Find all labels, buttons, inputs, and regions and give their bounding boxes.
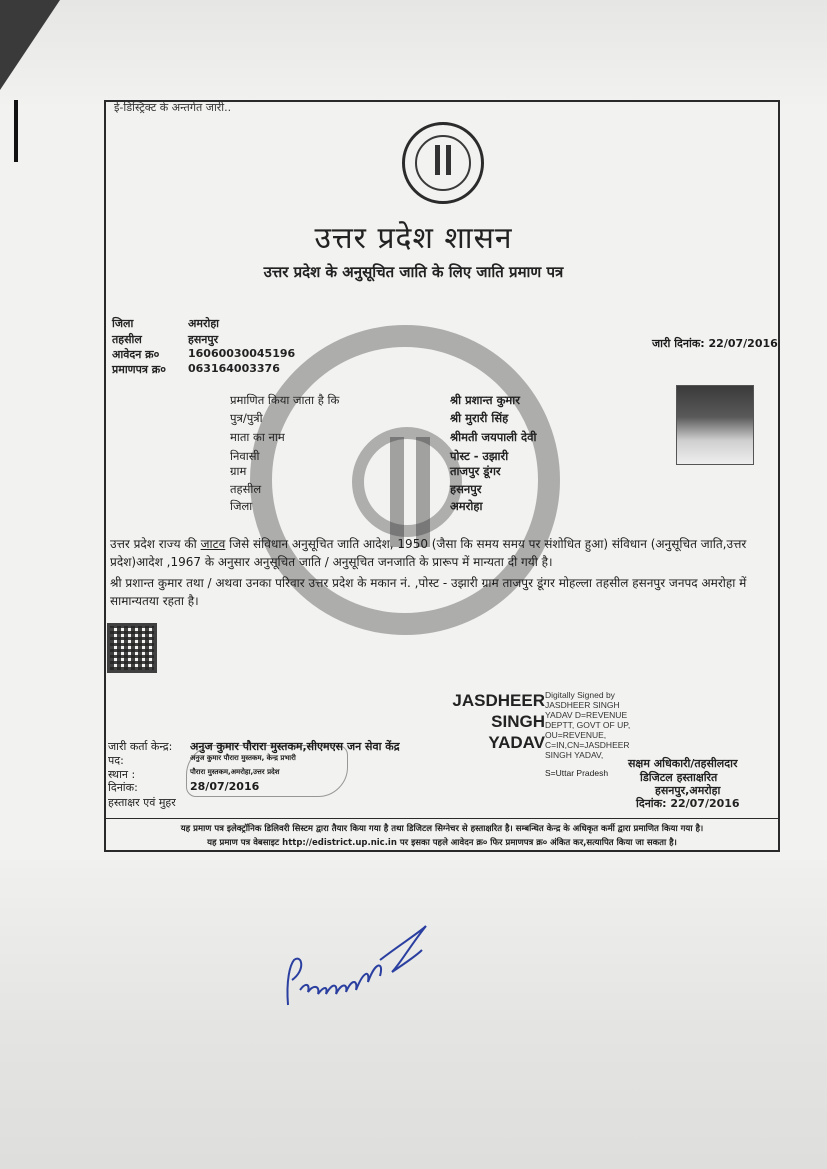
digital-signature-name: JASDHEER SINGH YADAV: [452, 691, 545, 752]
footer-note-2: यह प्रमाण पत्र वेबसाइट http://edistrict.up.nic.in पर इसका पहले आवेदन क्र० फिर प्रमाणपत्र क्र० अंकित कर,सत्यापित किया जा सकता है।: [207, 838, 677, 848]
edistrict-note: ई-डिस्ट्रिक्ट के अन्तर्गत जारी..: [114, 101, 232, 114]
residence-paragraph: श्री प्रशान्त कुमार तथा / अथवा उनका परिवार उत्तर प्रदेश के मकान नं. ,पोस्ट - उझारी ग्राम ताजपुर डूंगर मोहल्ला तहसील हसनपुर जनपद अमरोहा में सामान्यतया रहता है।: [110, 576, 747, 608]
scan-edge-mark: [14, 100, 18, 162]
footer-divider: [104, 818, 780, 819]
issue-date: जारी दिनांक: 22/07/2016: [652, 337, 778, 350]
handwritten-signature: [280, 920, 430, 1030]
issuer-center-value: अनुज कुमार पौरारा मुस्तकम,सीएमएस जन सेवा केंद्र: [190, 740, 400, 753]
certificate-label: प्रमाणपत्र क्र०: [112, 363, 166, 376]
tehsil-field-value: हसनपुर: [450, 482, 482, 496]
field-label: जिला: [230, 499, 253, 513]
certificate-number: 063164003376: [188, 362, 280, 375]
district-value: अमरोहा: [188, 317, 220, 330]
field-label: माता का नाम: [230, 430, 285, 444]
certificate-body-paragraph: उत्तर प्रदेश राज्य की जाटव जिसे संविधान अनुसूचित जाति आदेश, 1950 (जैसा कि समय समय पर संशोधित हुआ) संविधान (अनुसूचित जाति,उत्तर प्रदेश)आदेश ,1967 के अनुसार अनुसूचित जाति / अनुसूचित जनजाति के प्रारूप में मान्यता दी गयी है।: [110, 537, 747, 569]
field-label: निवासी: [230, 449, 260, 463]
district-label: जिला: [112, 317, 134, 330]
application-number: 16060030045196: [188, 347, 296, 360]
officer-date: दिनांक: 22/07/2016: [636, 797, 740, 810]
residence-value: पोस्ट - उझारी: [450, 449, 509, 463]
digital-signature-state: S=Uttar Pradesh: [545, 768, 609, 778]
issuer-post-label: पद:: [108, 754, 124, 767]
father-name: श्री मुरारी सिंह: [450, 411, 509, 425]
field-label: प्रमाणित किया जाता है कि: [230, 393, 340, 407]
tehsil-value: हसनपुर: [188, 333, 219, 346]
certificate-subtitle: उत्तर प्रदेश के अनुसूचित जाति के लिए जाति प्रमाण पत्र: [263, 263, 564, 281]
field-label: पुत्र/पुत्री: [230, 411, 263, 425]
caste-name: जाटव: [200, 537, 226, 551]
scan-dark-corner: [0, 0, 60, 90]
application-label: आवेदन क्र०: [112, 348, 160, 361]
page-title: उत्तर प्रदेश शासन: [314, 221, 513, 256]
field-label: ग्राम: [230, 464, 247, 478]
footer-note-1: यह प्रमाण पत्र इलेक्ट्रॉनिक डिलिवरी सिस्टम द्वारा तैयार किया गया है तथा डिजिटल सिग्नेचर से हस्ताक्षरित है। सम्बन्धित केन्द्र के अधिकृत कर्मी द्वारा प्रमाणित किया गया है।: [180, 824, 704, 834]
qr-code-icon: [107, 623, 157, 673]
officer-designation: सक्षम अधिकारी/तहसीलदार: [628, 757, 738, 770]
district-field-value: अमरोहा: [450, 499, 483, 513]
officer-location: हसनपुर,अमरोहा: [655, 784, 721, 797]
issuer-date-value: 28/07/2016: [190, 780, 260, 793]
applicant-photo: [676, 385, 754, 465]
field-label: तहसील: [230, 482, 262, 496]
issuer-center-label: जारी कर्ता केन्द्र:: [108, 740, 173, 753]
issuer-date-label: दिनांक:: [108, 781, 138, 794]
applicant-name: श्री प्रशान्त कुमार: [450, 393, 520, 407]
up-emblem-icon: [402, 122, 484, 204]
officer-signed-note: डिजिटल हस्ताक्षरित: [640, 771, 718, 784]
mother-name: श्रीमती जयपाली देवी: [450, 430, 537, 444]
stamp-line-2: पौरारा मुस्तकम,अमरोहा,उत्तर प्रदेश: [190, 768, 280, 776]
tehsil-label: तहसील: [112, 333, 142, 346]
issuer-sign-label: हस्ताक्षर एवं मुहर: [108, 796, 176, 809]
digital-signature-details: Digitally Signed by JASDHEER SINGH YADAV D=REVENUE DEPTT, GOVT OF UP, OU=REVENUE, C=IN,CN=JASDHEER SINGH YADAV,: [545, 690, 631, 760]
scan-top-shade: [0, 0, 827, 110]
issuer-place-label: स्थान :: [108, 768, 136, 781]
village-value: ताजपुर डूंगर: [450, 464, 501, 478]
stamp-line-1: अनुज कुमार पौरारा मुस्तकम, केन्द्र प्रभारी: [190, 754, 296, 762]
